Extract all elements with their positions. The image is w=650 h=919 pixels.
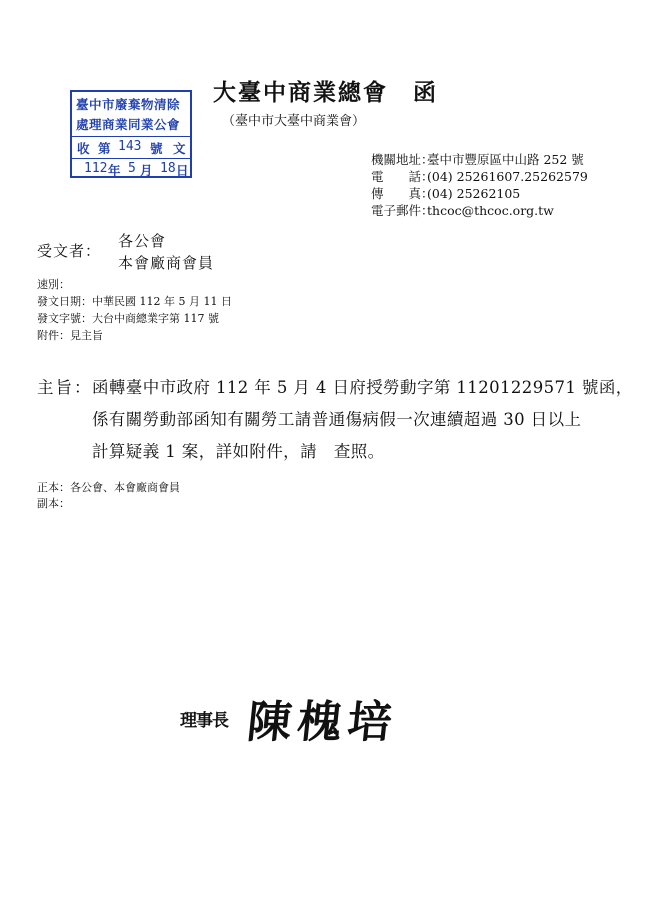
subject-line-3: 計算疑義 1 案，詳如附件，請 查照。 xyxy=(92,442,385,461)
contact-address-value: 臺中市豐原區中山路 252 號 xyxy=(427,152,584,167)
meta-doc-number-value: 大台中商總業字第 117 號 xyxy=(92,312,219,325)
meta-speed xyxy=(37,276,70,292)
stamp-day-sep: 日 xyxy=(176,163,189,178)
original-copy-label: 正本： xyxy=(37,481,70,494)
contact-fax-value: (04) 25262105 xyxy=(427,186,521,201)
stamp-number: 143 xyxy=(118,139,142,154)
subject-line-1: 函轉臺中市政府 112 年 5 月 4 日府授勞動字第 11201229571 號函， xyxy=(92,378,633,397)
stamp-year: 112 xyxy=(84,161,108,176)
recipient-line-2: 本會廠商會員 xyxy=(118,254,215,272)
stamp-number-row xyxy=(72,136,190,159)
meta-date xyxy=(37,293,232,309)
contact-address-label: 機關地址： xyxy=(371,152,434,167)
secondary-copy xyxy=(37,495,70,511)
stamp-org-line2: 處理商業同業公會 xyxy=(76,117,181,132)
recipient-label: 受文者： xyxy=(37,242,102,260)
contact-phone-value: (04) 25261607.25262579 xyxy=(427,169,588,184)
document-subtitle: （臺中市大臺中商業會） xyxy=(222,114,366,129)
document-title: 大臺中商業總會 函 xyxy=(213,79,438,106)
receipt-stamp xyxy=(70,90,192,178)
subject-line-2: 係有關勞動部函知有關勞工請普通傷病假一次連續超過 30 日以上 xyxy=(92,410,582,429)
meta-attachment-label: 附件： xyxy=(37,329,70,342)
stamp-month-sep: 月 xyxy=(140,163,153,178)
contact-email-label: 電子郵件： xyxy=(371,203,434,218)
secondary-copy-label: 副本： xyxy=(37,497,70,510)
meta-attachment xyxy=(37,327,103,343)
stamp-org-line1: 臺中市廢棄物清除 xyxy=(76,97,181,112)
meta-speed-label: 速別： xyxy=(37,278,70,291)
contact-email-value: thcoc@thcoc.org.tw xyxy=(427,203,554,218)
stamp-number-prefix: 第 xyxy=(98,141,111,156)
meta-date-value: 中華民國 112 年 5 月 11 日 xyxy=(92,295,232,308)
contact-email xyxy=(371,201,554,219)
meta-date-label: 發文日期： xyxy=(37,295,92,308)
signature-name: 陳槐培 xyxy=(244,697,401,748)
contact-fax-label: 傳 真： xyxy=(371,186,434,201)
meta-doc-number xyxy=(37,310,219,326)
stamp-number-suffix: 號 xyxy=(150,141,163,156)
contact-fax xyxy=(371,184,520,202)
contact-address xyxy=(371,150,584,168)
contact-phone xyxy=(371,167,588,185)
stamp-month: 5 xyxy=(128,161,136,176)
stamp-year-sep: 年 xyxy=(108,163,121,178)
contact-phone-label: 電 話： xyxy=(371,169,434,184)
stamp-doc-label: 文 xyxy=(173,141,186,156)
stamp-receive-label: 收 xyxy=(77,141,90,156)
signature-title: 理事長 xyxy=(180,711,228,731)
original-copy-value: 各公會、本會廠商會員 xyxy=(70,481,180,494)
stamp-day: 18 xyxy=(160,161,176,176)
original-copy xyxy=(37,479,180,495)
meta-attachment-value: 見主旨 xyxy=(70,329,103,342)
stamp-date-row xyxy=(72,158,190,179)
recipient-line-1: 各公會 xyxy=(118,232,167,250)
meta-doc-number-label: 發文字號： xyxy=(37,312,92,325)
subject-label: 主旨： xyxy=(37,378,93,397)
